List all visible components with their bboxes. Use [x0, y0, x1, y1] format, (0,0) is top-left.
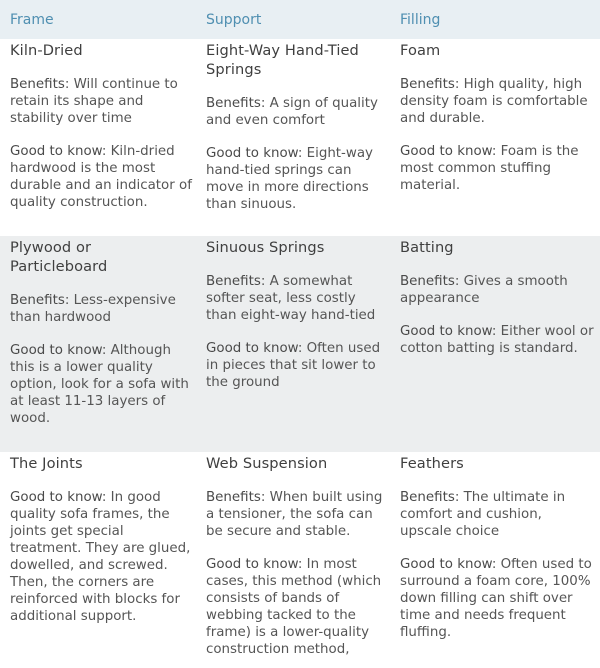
para-text: : Foam is the most common stuffing material.	[400, 144, 579, 193]
cell-title: Plywood or Particleboard	[10, 239, 108, 275]
para-label: Good to know	[400, 324, 492, 339]
para-label: Benefits	[206, 490, 261, 505]
cell-the-joints	[0, 452, 196, 668]
cell-title: Web Suspension	[206, 455, 328, 472]
header-frame: Frame	[0, 0, 196, 39]
good-to-know-paragraph	[206, 556, 386, 658]
cell-plywood	[0, 236, 196, 452]
para-text: : Kiln-dried hardwood is the most durable and an indicator of quality construction.	[10, 144, 192, 210]
para-label: Good to know	[206, 341, 298, 356]
cell-eight-way-springs	[196, 39, 390, 236]
para-label: Benefits	[400, 274, 455, 289]
benefits-paragraph	[206, 489, 386, 540]
good-to-know-paragraph	[10, 489, 192, 625]
para-text: : Often used in pieces that sit lower to the ground	[206, 341, 381, 390]
benefits-paragraph	[10, 76, 192, 127]
para-label: Good to know	[206, 146, 298, 161]
benefits-paragraph	[206, 95, 386, 129]
cell-title: The Joints	[10, 455, 83, 472]
header-filling: Filling	[390, 0, 600, 39]
para-label: Good to know	[400, 144, 492, 159]
cell-title: Foam	[400, 42, 441, 59]
para-text: : In good quality sofa frames, the joints get special treatment. They are glued, dowelled, and screwed. Then, the corners are reinforced with blocks for additional support.	[10, 490, 191, 624]
para-label: Benefits	[10, 293, 65, 308]
para-text: : Often used to surround a foam core, 100% down filling can shift over time and needs frequent fluffing.	[400, 557, 592, 640]
cell-title: Sinuous Springs	[206, 239, 325, 256]
para-label: Good to know	[206, 557, 298, 572]
para-label: Good to know	[10, 490, 102, 505]
para-text: : A sign of quality and even comfort	[206, 96, 378, 128]
cell-foam	[390, 39, 600, 236]
cell-title: Feathers	[400, 455, 464, 472]
cell-title: Batting	[400, 239, 454, 256]
para-text: : Although this is a lower quality option, look for a sofa with at least 11-13 layers of wood.	[10, 343, 189, 426]
para-text: : Less-expensive than hardwood	[10, 293, 176, 325]
good-to-know-paragraph	[400, 556, 596, 641]
para-label: Good to know	[400, 557, 492, 572]
para-label: Benefits	[10, 77, 65, 92]
para-label: Benefits	[400, 490, 455, 505]
benefits-paragraph	[400, 273, 596, 307]
good-to-know-paragraph	[400, 323, 596, 357]
cell-feathers	[390, 452, 600, 668]
para-label: Benefits	[206, 96, 261, 111]
benefits-paragraph	[400, 489, 596, 540]
para-label: Good to know	[10, 343, 102, 358]
cell-batting	[390, 236, 600, 452]
header-support: Support	[196, 0, 390, 39]
para-label: Benefits	[400, 77, 455, 92]
benefits-paragraph	[206, 273, 386, 324]
benefits-paragraph	[10, 292, 192, 326]
benefits-paragraph	[400, 76, 596, 127]
cell-title: Eight-Way Hand-Tied Springs	[206, 42, 359, 78]
para-text: : In most cases, this method (which consists of bands of webbing tacked to the frame) is a lower-quality construction method,	[206, 557, 382, 657]
para-text: : Eight-way hand-tied springs can move in more directions than sinuous.	[206, 146, 373, 212]
para-text: : Gives a smooth appearance	[400, 274, 568, 306]
good-to-know-paragraph	[206, 340, 386, 391]
good-to-know-paragraph	[400, 143, 596, 194]
para-text: : The ultimate in comfort and cushion, upscale choice	[400, 490, 566, 539]
para-text: : Either wool or cotton batting is standard.	[400, 324, 594, 356]
para-label: Good to know	[10, 144, 102, 159]
para-text: : Will continue to retain its shape and stability over time	[10, 77, 178, 126]
cell-kiln-dried	[0, 39, 196, 236]
para-text: : High quality, high density foam is comfortable and durable.	[400, 77, 588, 126]
cell-sinuous-springs	[196, 236, 390, 452]
good-to-know-paragraph	[10, 143, 192, 211]
para-label: Benefits	[206, 274, 261, 289]
cell-web-suspension	[196, 452, 390, 668]
good-to-know-paragraph	[10, 342, 192, 427]
para-text: : A somewhat softer seat, less costly than eight-way hand-tied	[206, 274, 376, 323]
cell-title: Kiln-Dried	[10, 42, 83, 59]
good-to-know-paragraph	[206, 145, 386, 213]
para-text: : When built using a tensioner, the sofa can be secure and stable.	[206, 490, 383, 539]
